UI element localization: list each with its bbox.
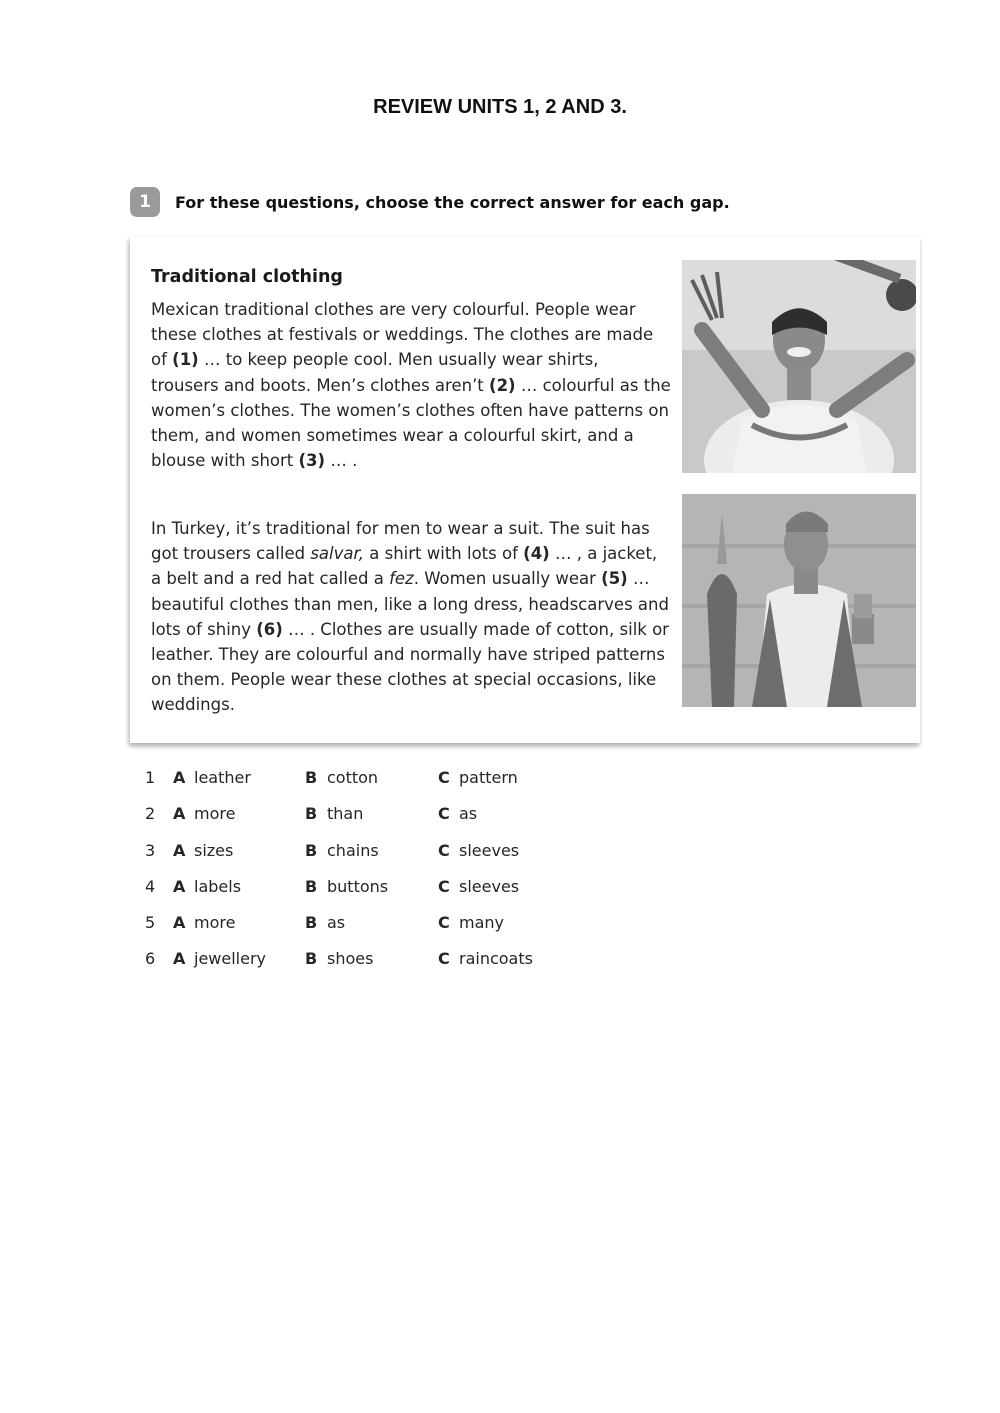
option-b[interactable]: cotton (327, 768, 379, 787)
option-letter-a: A (173, 913, 186, 933)
option-letter-b: B (305, 804, 318, 824)
option-letter-c: C (438, 949, 450, 969)
option-c[interactable]: many (459, 913, 504, 933)
reading-paragraph-turkey (151, 516, 671, 718)
option-letter-b: B (305, 913, 318, 933)
option-a[interactable]: jewellery (194, 949, 266, 969)
option-letter-a: A (173, 876, 186, 896)
question-number: 5 (145, 913, 156, 933)
reading-title: Traditional clothing (151, 267, 343, 287)
text-segment: Mexican traditional clothes are very colourful. People wear these clothes at festivals or weddings. The clothes are made of (151, 300, 654, 370)
option-letter-b: B (305, 949, 318, 969)
text-segment: . Women usually wear (413, 569, 602, 589)
task-number-badge: 1 (130, 187, 160, 217)
option-letter-a: A (173, 768, 186, 787)
option-b[interactable]: chains (327, 840, 379, 860)
question-number: 3 (145, 840, 156, 860)
question-number: 2 (145, 804, 156, 824)
text-segment: … colourful as the women’s clothes. The women’s clothes often have patterns on them, and women sometimes wear a colourful skirt, and a blouse with short (151, 375, 671, 471)
option-b[interactable]: buttons (327, 876, 389, 896)
text-segment: … . Clothes are usually made of cotton, silk or leather. They are colourful and normally have striped patterns on them. People wear these clothes at special occasions, like weddings. (151, 619, 669, 715)
mexican-dancer-illustration (682, 260, 916, 473)
option-letter-c: C (438, 913, 450, 933)
option-letter-a: A (173, 804, 186, 824)
turkish-man-photo (682, 494, 916, 707)
option-c[interactable]: raincoats (459, 949, 533, 969)
gap-marker-1: (1) (172, 350, 199, 370)
question-number: 6 (145, 949, 156, 969)
option-c[interactable]: pattern (459, 768, 518, 787)
text-segment: … . (325, 451, 358, 471)
text-segment: … beautiful clothes than men, like a long dress, headscarves and lots of shiny (151, 569, 669, 639)
option-a[interactable]: sizes (194, 840, 234, 860)
gap-marker-4: (4) (523, 544, 550, 564)
task-instruction: For these questions, choose the correct answer for each gap. (175, 192, 730, 212)
option-a[interactable]: labels (194, 876, 242, 896)
italic-term-fez: fez (389, 569, 414, 589)
option-a[interactable]: leather (194, 768, 251, 787)
option-c[interactable]: sleeves (459, 876, 520, 896)
gap-marker-5: (5) (601, 569, 628, 589)
gap-marker-6: (6) (256, 619, 283, 639)
option-a[interactable]: more (194, 913, 236, 933)
option-letter-c: C (438, 768, 450, 787)
option-letter-b: B (305, 840, 318, 860)
option-b[interactable]: shoes (327, 949, 374, 969)
turkish-man-illustration (682, 494, 916, 707)
text-segment: a shirt with lots of (364, 544, 524, 564)
question-number: 1 (145, 768, 156, 787)
option-letter-a: A (173, 949, 186, 969)
option-c[interactable]: sleeves (459, 840, 520, 860)
option-letter-c: C (438, 840, 450, 860)
option-letter-a: A (173, 840, 186, 860)
reading-paragraph-mexico (151, 297, 671, 473)
gap-marker-2: (2) (489, 375, 516, 395)
page-title: REVIEW UNITS 1, 2 AND 3. (373, 96, 627, 118)
text-segment: … , a jacket, a belt and a red hat called a (151, 544, 658, 589)
option-letter-b: B (305, 768, 318, 787)
mexican-dancer-photo (682, 260, 916, 473)
option-b[interactable]: as (327, 913, 346, 933)
option-letter-c: C (438, 804, 450, 824)
task-heading (130, 186, 730, 218)
option-a[interactable]: more (194, 804, 236, 824)
option-b[interactable]: than (327, 804, 364, 824)
question-number: 4 (145, 876, 156, 896)
option-letter-c: C (438, 876, 450, 896)
gap-marker-3: (3) (298, 451, 326, 471)
reading-box (130, 237, 920, 743)
text-segment: … to keep people cool. Men usually wear shirts, trousers and boots. Men’s clothes aren’t (151, 350, 599, 395)
option-c[interactable]: as (459, 804, 478, 824)
text-segment: In Turkey, it’s traditional for men to wear a suit. The suit has got trousers called (151, 519, 650, 564)
italic-term-salvar: salvar, (310, 544, 365, 564)
option-letter-b: B (305, 876, 318, 896)
